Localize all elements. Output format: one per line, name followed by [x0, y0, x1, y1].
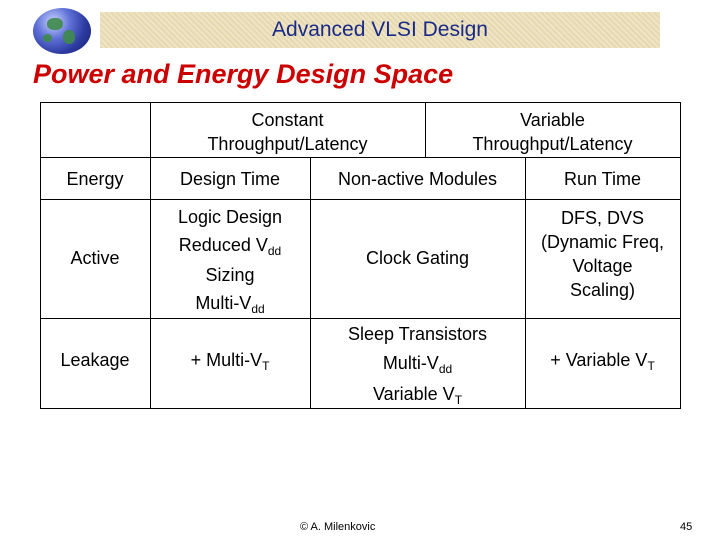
constant-header-line2: Throughput/Latency	[207, 134, 368, 154]
active-runtime-line4: Scaling)	[569, 280, 636, 300]
leakage-run-time-cell: + Variable $V_T$	[550, 350, 655, 373]
clock-gating-cell: Clock Gating	[365, 248, 470, 268]
active-design-time-cell	[150, 203, 310, 319]
row-divider-energy	[40, 199, 680, 200]
constant-throughput-header	[150, 108, 425, 156]
non-active-modules-header: Non-active Modules	[337, 169, 498, 189]
design-time-header: Design Time	[179, 169, 281, 189]
table-border-right	[680, 102, 681, 409]
energy-row-label: Energy	[66, 169, 124, 189]
row-divider-active	[40, 318, 680, 319]
variable-throughput-header	[425, 108, 680, 156]
leakage-nonactive-line1: Sleep Transistors	[347, 324, 488, 344]
variable-header-line1: Variable	[520, 110, 585, 130]
constant-header-line1: Constant	[251, 110, 324, 130]
active-runtime-line1: DFS, DVS	[560, 208, 644, 228]
leakage-row-label: Leakage	[60, 350, 130, 370]
slide-title: Power and Energy Design Space	[33, 59, 454, 89]
table-border-top	[40, 102, 680, 103]
active-design-line3: Sizing	[205, 265, 255, 285]
leakage-nonactive-line2: Multi-$V_{dd}$	[382, 353, 453, 376]
row-divider-header	[40, 157, 680, 158]
leakage-non-active-cell	[310, 320, 525, 411]
run-time-header: Run Time	[563, 169, 642, 189]
active-design-line2: Reduced $V_{dd}$	[178, 235, 282, 258]
active-design-line4: Multi-$V_{dd}$	[195, 293, 265, 316]
active-run-time-cell	[525, 206, 680, 302]
active-runtime-line3: Voltage	[572, 256, 633, 276]
variable-header-line2: Throughput/Latency	[472, 134, 633, 154]
leakage-design-time-cell: + Multi-$V_T$	[190, 350, 270, 373]
course-title: Advanced VLSI Design	[272, 18, 488, 41]
page-number: 45	[680, 521, 693, 533]
header-banner	[100, 12, 660, 48]
leakage-nonactive-line3: Variable $V_T$	[372, 384, 463, 407]
globe-icon	[33, 8, 91, 54]
active-runtime-line2: (Dynamic Freq,	[540, 232, 665, 252]
active-row-label: Active	[70, 248, 120, 268]
active-design-line1: Logic Design	[177, 207, 283, 227]
copyright-footer: © A. Milenkovic	[300, 521, 376, 533]
